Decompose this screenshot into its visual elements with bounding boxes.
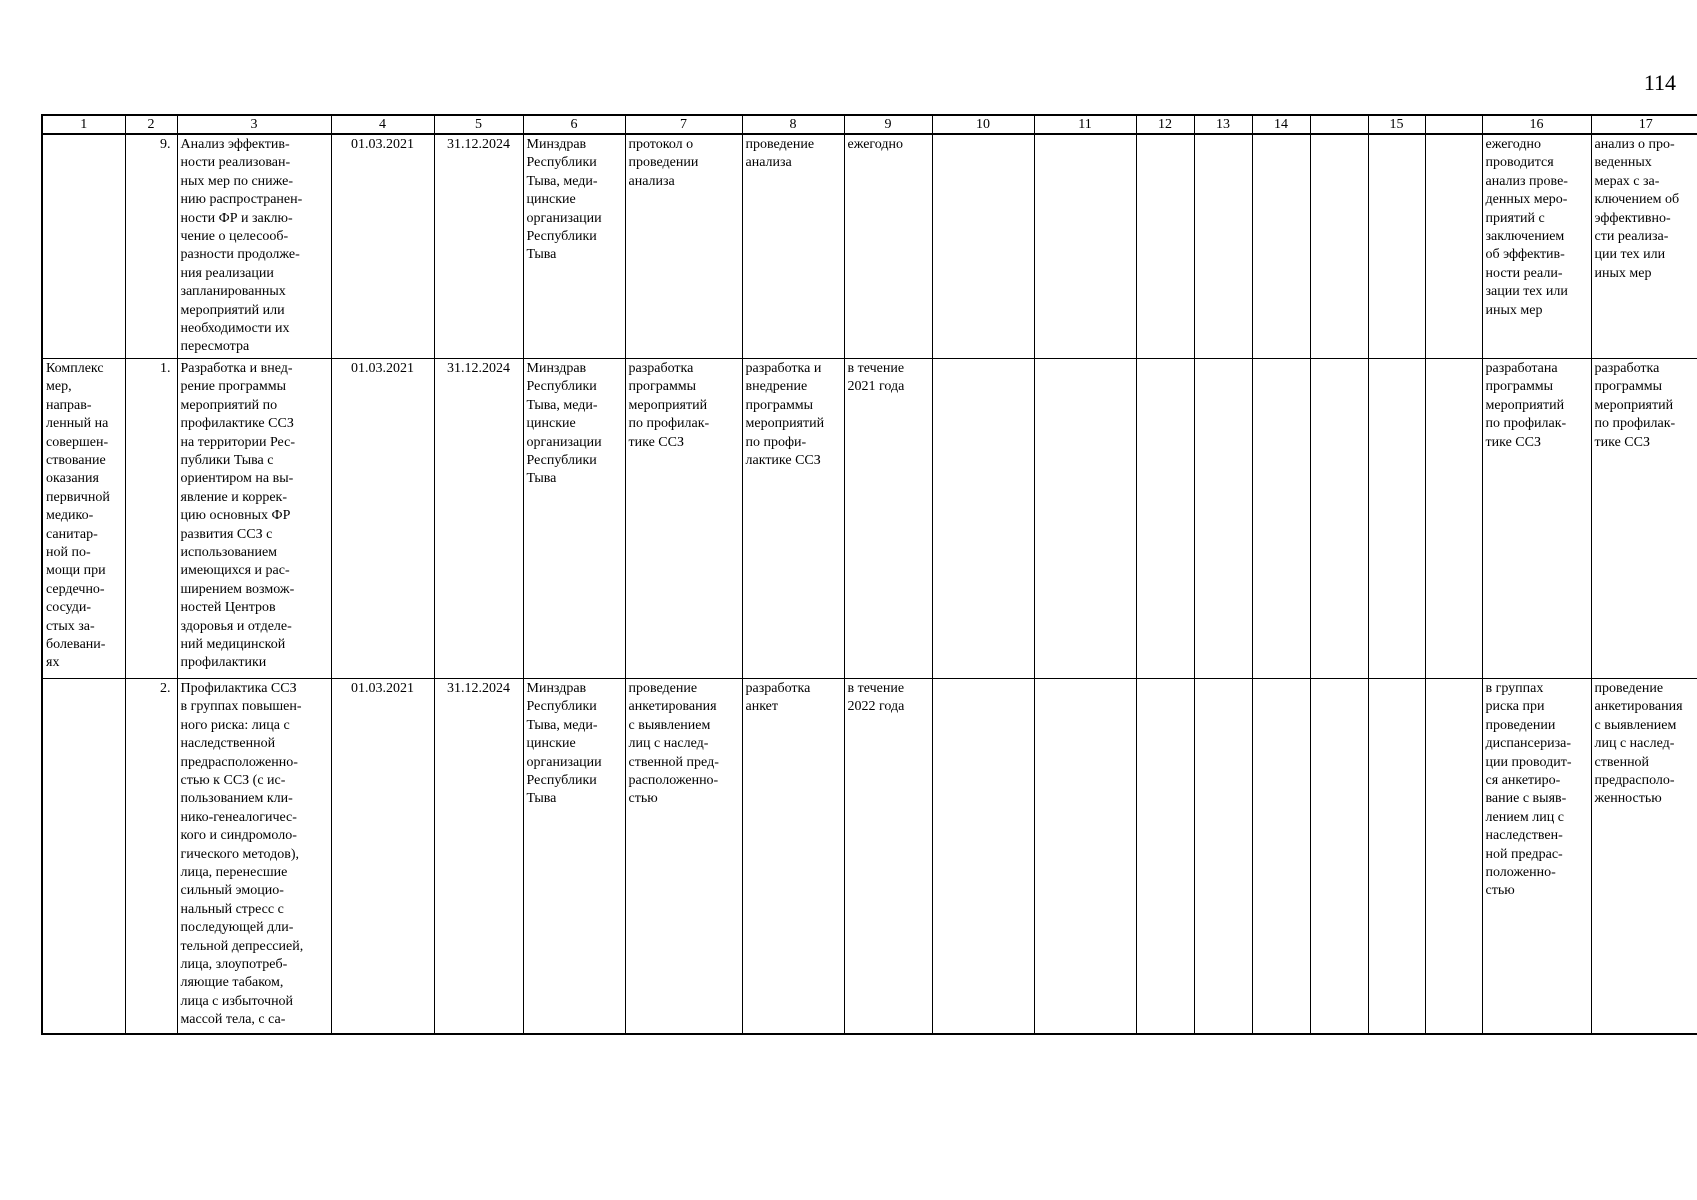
empty-cell: [932, 134, 1034, 358]
empty-cell: [932, 678, 1034, 1034]
column-header: 8: [742, 115, 844, 134]
empty-cell: [932, 358, 1034, 678]
empty-cell: [1136, 678, 1194, 1034]
empty-cell: [1252, 678, 1310, 1034]
column-header: 9: [844, 115, 932, 134]
column-header: 17: [1591, 115, 1697, 134]
table-row: [42, 358, 1697, 678]
measure-cell: Профилактика ССЗ в группах повышен- ного риска: лица с наследственной предрасположенно- стью к ССЗ (с ис- пользованием кли- нико-генеалогичес- кого и синдромоло- гического методов), лица, перенесшие сильный эмоцио- нальный стресс с последующей дли- тельной депрессией, лица, злоупотреб- ляющие табаком, лица с избыточной массой тела, с са-: [177, 678, 331, 1034]
col8-cell: разработка и внедрение программы мероприятий по профи- лактике ССЗ: [742, 358, 844, 678]
empty-cell: [1310, 134, 1368, 358]
empty-cell: [1136, 134, 1194, 358]
empty-cell: [1425, 358, 1482, 678]
executor-cell: Минздрав Республики Тыва, меди- цинские организации Республики Тыва: [523, 134, 625, 358]
column-header: 1: [42, 115, 125, 134]
start-date: 01.03.2021: [331, 358, 434, 678]
end-date: 31.12.2024: [434, 134, 523, 358]
column-header: 5: [434, 115, 523, 134]
empty-cell: [1194, 358, 1252, 678]
column-header: 11: [1034, 115, 1136, 134]
empty-cell: [1310, 358, 1368, 678]
col9-cell: в течение 2021 года: [844, 358, 932, 678]
column-header: 16: [1482, 115, 1591, 134]
empty-cell: [1034, 134, 1136, 358]
column-header: 13: [1194, 115, 1252, 134]
col7-cell: проведение анкетирования с выявлением лиц с наслед- ственной пред- расположенно- стью: [625, 678, 742, 1034]
column-header: 14: [1252, 115, 1310, 134]
column-header: 10: [932, 115, 1034, 134]
column-header: [1310, 115, 1368, 134]
column-header: 6: [523, 115, 625, 134]
empty-cell: [1425, 134, 1482, 358]
empty-cell: [1034, 678, 1136, 1034]
executor-cell: Минздрав Республики Тыва, меди- цинские организации Республики Тыва: [523, 358, 625, 678]
measure-cell: Анализ эффектив- ности реализован- ных мер по сниже- нию распространен- ности ФР и заклю- чение о целесооб- разности продолже- ния реализации запланированных мероприятий или необходимости их пересмотра: [177, 134, 331, 358]
end-date: 31.12.2024: [434, 678, 523, 1034]
item-number: 2.: [125, 678, 177, 1034]
empty-cell: [1194, 678, 1252, 1034]
section-cell: [42, 134, 125, 358]
col16-cell: в группах риска при проведении диспансериза- ции проводит- ся анкетиро- вание с выяв- лением лиц с наследствен- ной предрас- положенно- стью: [1482, 678, 1591, 1034]
column-header: 7: [625, 115, 742, 134]
column-header: [1425, 115, 1482, 134]
empty-cell: [1310, 678, 1368, 1034]
column-header: 4: [331, 115, 434, 134]
column-header: 2: [125, 115, 177, 134]
measures-table: [41, 114, 1697, 1035]
col16-cell: ежегодно проводится анализ прове- денных меро- приятий с заключением об эффектив- ности реали- зации тех или иных мер: [1482, 134, 1591, 358]
column-header: 12: [1136, 115, 1194, 134]
col7-cell: протокол о проведении анализа: [625, 134, 742, 358]
table-row: [42, 134, 1697, 358]
item-number: 9.: [125, 134, 177, 358]
empty-cell: [1425, 678, 1482, 1034]
col16-cell: разработана программы мероприятий по профилак- тике ССЗ: [1482, 358, 1591, 678]
start-date: 01.03.2021: [331, 134, 434, 358]
empty-cell: [1194, 134, 1252, 358]
executor-cell: Минздрав Республики Тыва, меди- цинские организации Республики Тыва: [523, 678, 625, 1034]
empty-cell: [1252, 358, 1310, 678]
col7-cell: разработка программы мероприятий по профилак- тике ССЗ: [625, 358, 742, 678]
end-date: 31.12.2024: [434, 358, 523, 678]
item-number: 1.: [125, 358, 177, 678]
empty-cell: [1368, 358, 1425, 678]
column-number-header: [42, 115, 1697, 134]
col17-cell: проведение анкетирования с выявлением лиц с наслед- ственной предрасполо- женностью: [1591, 678, 1697, 1034]
measure-cell: Разработка и внед- рение программы мероприятий по профилактике ССЗ на территории Рес- публики Тыва с ориентиром на вы- явление и коррек- цию основных ФР развития ССЗ с использованием имеющихся и рас- ширением возмож- ностей Центров здоровья и отделе- ний медицинской профилактики: [177, 358, 331, 678]
table-row: [42, 678, 1697, 1034]
col17-cell: анализ о про- веденных мерах с за- ключением об эффективно- сти реализа- ции тех или иных мер: [1591, 134, 1697, 358]
empty-cell: [1252, 134, 1310, 358]
column-header: 15: [1368, 115, 1425, 134]
col9-cell: ежегодно: [844, 134, 932, 358]
page-number: 114: [1643, 70, 1676, 95]
col17-cell: разработка программы мероприятий по профилак- тике ССЗ: [1591, 358, 1697, 678]
empty-cell: [1368, 134, 1425, 358]
col8-cell: разработка анкет: [742, 678, 844, 1034]
section-cell: Комплекс мер, направ- ленный на совершен- ствование оказания первичной медико- санитар- ной по- мощи при сердечно- сосуди- стых за- болевани- ях: [42, 358, 125, 678]
column-header: 3: [177, 115, 331, 134]
section-cell: [42, 678, 125, 1034]
empty-cell: [1034, 358, 1136, 678]
empty-cell: [1136, 358, 1194, 678]
col8-cell: проведение анализа: [742, 134, 844, 358]
empty-cell: [1368, 678, 1425, 1034]
start-date: 01.03.2021: [331, 678, 434, 1034]
col9-cell: в течение 2022 года: [844, 678, 932, 1034]
